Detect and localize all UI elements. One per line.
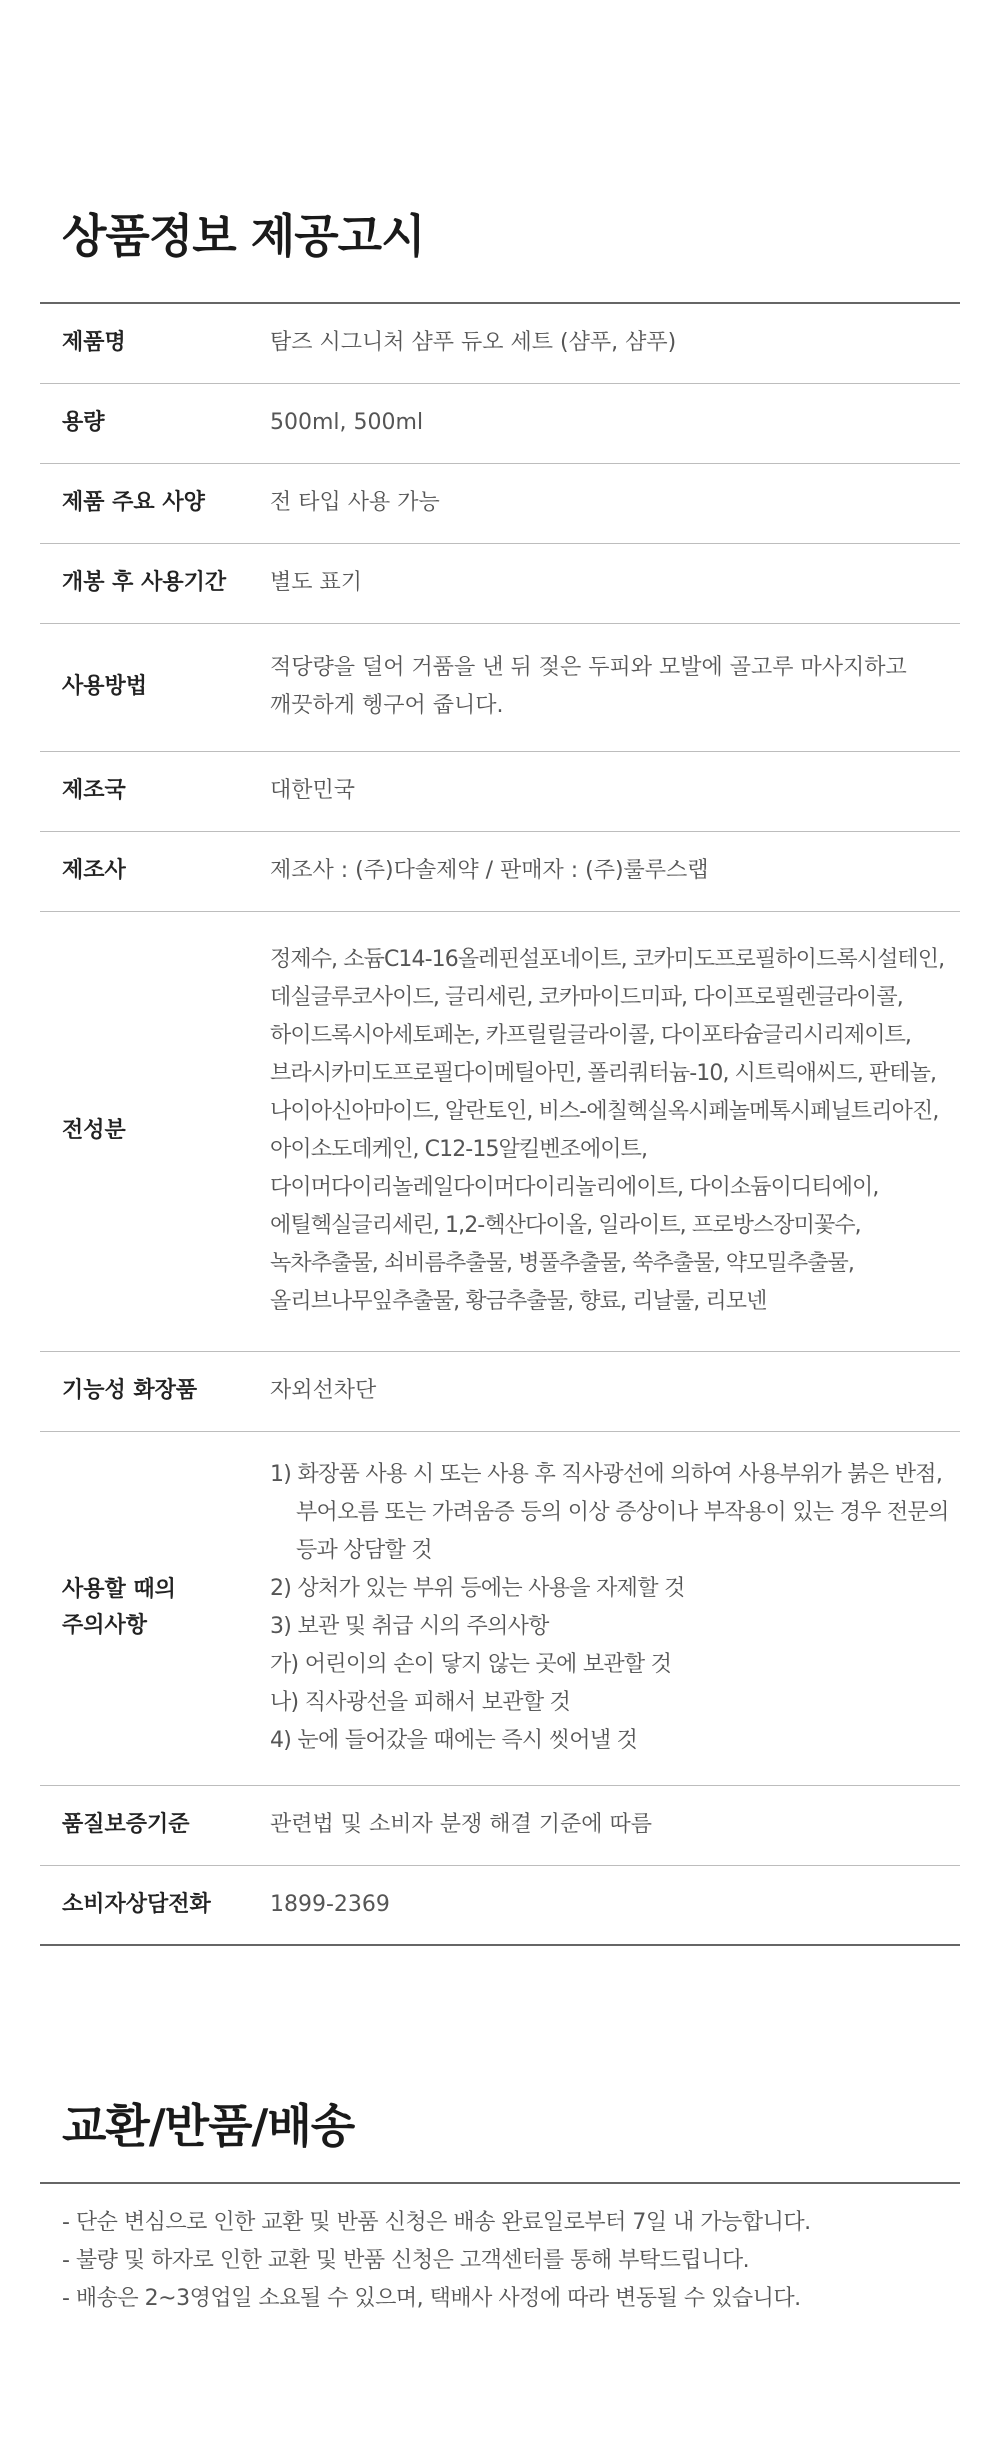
row-value: 전 타입 사용 가능 [270,490,440,515]
row-value: 탐즈 시그니처 샴푸 듀오 세트 (샴푸, 샴푸) [270,330,677,356]
row-label: 개봉 후 사용기간 [62,570,227,595]
exchange-notice-list [40,2204,960,2318]
row-label: 소비자상담전화 [62,1891,211,1917]
ingredient-line: 데실글루코사이드, 글리세린, 코카마이드미파, 다이프로필렌글라이콜, [270,985,903,1010]
ingredient-line: 정제수, 소듐C14-16올레핀설포네이트, 코카미도프로필하이드록시설테인, [270,947,945,972]
exchange-section [40,2096,960,2318]
section-divider [40,2182,960,2184]
table-row-functional [40,1351,960,1431]
caution-item: 2) 상처가 있는 부위 등에는 사용을 자제할 것 [270,1576,685,1601]
row-value: 1899-2369 [270,1891,390,1917]
notice-item: - 불량 및 하자로 인한 교환 및 반품 신청은 고객센터를 통해 부탁드립니다. [62,2248,750,2273]
table-row-main-spec [40,463,960,543]
table-row-shelf-life [40,543,960,623]
ingredient-line: 올리브나무잎추출물, 황금추출물, 향료, 리날룰, 리모넨 [270,1289,767,1314]
caution-item: 3) 보관 및 취급 시의 주의사항 [270,1614,549,1639]
row-label-line: 사용할 때의 [62,1577,176,1602]
row-label: 제조국 [62,778,126,803]
product-info-table [40,302,960,1946]
row-value: 관련법 및 소비자 분쟁 해결 기준에 따름 [270,1812,652,1837]
ingredient-line: 녹차추출물, 쇠비름추출물, 병풀추출물, 쑥추출물, 약모밀추출물, [270,1251,854,1276]
ingredient-line: 브라시카미도프로필다이메틸아민, 폴리쿼터늄-10, 시트릭애씨드, 판테놀, [270,1061,937,1086]
table-row-cautions [40,1431,960,1785]
ingredient-line: 하이드록시아세토페논, 카프릴릴글라이콜, 다이포타슘글리시리제이트, [270,1023,912,1048]
row-value: 자외선차단 [270,1378,377,1403]
row-label: 품질보증기준 [62,1812,190,1837]
ingredient-line: 아이소도데케인, C12-15알킬벤조에이트, [270,1137,648,1162]
table-row-quality [40,1785,960,1865]
row-label: 제품 주요 사양 [62,490,205,515]
table-row-volume [40,383,960,463]
product-info-section [40,206,960,1946]
row-value [270,623,960,751]
table-row-ingredients [40,911,960,1351]
row-value: 대한민국 [270,778,356,803]
row-label: 용량 [62,410,105,435]
row-label: 기능성 화장품 [62,1378,198,1403]
row-label: 제품명 [62,330,126,356]
notice-item: - 단순 변심으로 인한 교환 및 반품 신청은 배송 완료일로부터 7일 내 가능합니다. [62,2210,811,2235]
caution-item: 1) 화장품 사용 시 또는 사용 후 직사광선에 의하여 사용부위가 붉은 반점, 부어오름 또는 가려움증 등의 이상 증상이나 부작용이 있는 경우 전문의 등과 상담할 것 [270,1462,949,1563]
notice-item: - 배송은 2~3영업일 소요될 수 있으며, 택배사 사정에 따라 변동될 수 있습니다. [62,2286,801,2311]
row-label [40,1431,270,1785]
product-info-title: 상품정보 제공고시 [62,209,425,263]
row-label-line: 주의사항 [62,1613,148,1638]
ingredient-line: 나이아신아마이드, 알란토인, 비스-에칠헥실옥시페놀메톡시페닐트리아진, [270,1099,939,1124]
caution-item: 나) 직사광선을 피해서 보관할 것 [270,1690,571,1715]
usage-line: 적당량을 덜어 거품을 낸 뒤 젖은 두피와 모발에 골고루 마사지하고 [270,655,907,680]
table-row-usage [40,623,960,751]
row-value: 500ml, 500ml [270,410,424,435]
row-label: 제조사 [62,858,126,883]
ingredient-line: 에틸헥실글리세린, 1,2-헥산다이올, 일라이트, 프로방스장미꽃수, [270,1213,861,1238]
row-value: 제조사 : (주)다솔제약 / 판매자 : (주)룰루스랩 [270,858,709,883]
usage-line: 깨끗하게 헹구어 줍니다. [270,693,504,718]
caution-list [270,1456,950,1760]
row-value: 별도 표기 [270,570,363,595]
row-label: 전성분 [62,1118,126,1143]
table-row-manufacturer [40,831,960,911]
row-value [270,911,960,1351]
table-row-phone [40,1865,960,1945]
caution-item: 가) 어린이의 손이 닿지 않는 곳에 보관할 것 [270,1652,672,1677]
row-value [270,1431,960,1785]
row-label: 사용방법 [62,674,148,699]
table-row-country [40,751,960,831]
ingredient-line: 다이머다이리놀레일다이머다이리놀리에이트, 다이소듐이디티에이, [270,1175,879,1200]
caution-item: 4) 눈에 들어갔을 때에는 즉시 씻어낼 것 [270,1728,638,1753]
table-row-product-name [40,303,960,383]
exchange-title: 교환/반품/배송 [62,2099,355,2153]
